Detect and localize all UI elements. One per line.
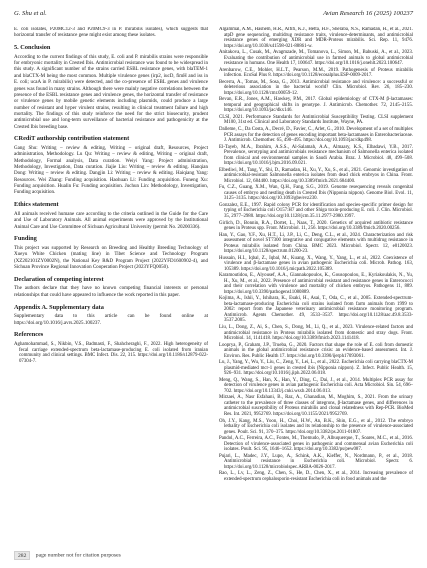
reference-entry: Bevan, E.R., Jones, A.M., Hawkey, P.M., 2017. Global epidemiology of CTX-M β-lactamases: temporal and geographical shifts in genotype. J. Antimicrob. Chemother. 72, 2145–2155. https://doi.org/10.1093/jac/dkx146. — [219, 97, 413, 114]
declaration-paragraph: The authors declare that they have no known competing financial interests or personal relationships that could have appeared to influence the work reported in this paper. — [14, 286, 208, 298]
intro-paragraph: E. coli isolates, P20MC12-3 and P20MC9-3 in P. mirabilis isolates), which suggests that horizontal transfer of resistance gene might exist among these isolates. — [14, 27, 208, 39]
funding-heading: Funding — [14, 235, 37, 243]
reference-entry: Dalleme, C., Da Costa, A., Decré, D., Favier, C., Arlet, G., 2010. Development of a set of multiplex PCR assays for the detection of genes encoding important beta-lactamases in Enterobacteriaceae. J. Antimicrob. Chemother. 65, 490–495. https://doi.org/10.1093/jac/dkp498. — [219, 127, 413, 144]
citation-note: page number not for citation purposes — [35, 552, 121, 559]
reference-entry: Looprya, P., Graham, J.P., Trueba, G., 2020. Factors that shape the role of E. coli from domestic animals in the global antimicrobial resistance crisis: an evidence-based assessment. Int. J. Environ. Res. Public Health 17. https://doi.org/10.3390/ijerph17093061. — [219, 342, 413, 359]
credit-paragraph: Gang Shu: Writing – review & editing, Writing – original draft, Resources, Project administration, Methodology. Lu Qu: Writing – review & editing, Writing – original draft, Methodology, Formal analysis, Data curation. Weiyi Yang: Project administration, Methodology, Investigation, Data curation. Jiajie Liu: Writing – review & editing. Hanqian Dong: Writing – review & editing. Dangjin Li: Writing – review & editing. Haiqiang Yang: Resources. Wei Zhang: Funding acquisition. Haohuan Li: Funding acquisition. Funeng Xu: Funding acquisition. Hualin Fu: Funding acquisition. Juchun Lin: Methodology, Investigation, Funding acquisition. — [14, 146, 208, 196]
reference-entry: Oh, J.Y., Kang, M.S., Yoon, H., Choi, H.W., An, B.K., Shin, E.G., et al., 2012. The embryo lethality of Escherichia coli isolates and its relationship to the presence of virulence-associated genes. Poult. Sci. 91, 370–375. https://doi.org/10.3382/ps.2011-01807. — [219, 418, 413, 435]
journal-citation: Avian Research 16 (2025) 100237 — [323, 10, 413, 17]
reference-entry: Aghamohammad, S., Nikbin, V.S., Badmasti, F., Shahcheraghi, F., 2022. High heterogeneity of fecal carriage extended-spectrum beta-lactamase-producing E. coli isolated from iranian community and clinical settings. BMC Infect. Dis. 22, 315. https://doi.org/10.1186/s12879-022-07304-7. — [14, 342, 208, 364]
conclusion-paragraph: According to the current findings of this study, E. coli and P. mirabilis strains were responsible for embryonic mortality in Crested Ibis. Antimicrobial resistance was found to be widespread in this study. A significant number of the strains carried ESBL resistance genes, with blaTEM-1 and blaCTX-M being the most common. Multiple virulence genes (irp2, iucD, fimH and iss in E. coli; ucaA in P. mirabilis) were detected, and the co-presence of ESBL genes and virulence genes was found in many strains. Although there were mainly negative correlations between the presence of the ESBL resistance genes and virulence genes, the horizontal transfer of resistance or virulence genes by mobile genetic elements including plasmids, could produce a large number of resistant and hyper virulent strains, resulting in clinical treatment failure and high mortality. The findings of this study reinforce the need for the strict biosecurity, prudent antimicrobial use and long-term surveillance of bacterial resistance and pathogenicity at the Crested Ibis breeding base. — [14, 54, 208, 130]
reference-entry: Lu, J., Yang, Y., Wu, Y., Liu, C., Zeng, Y., Lei, L., et al., 2022. Escherichia coli carrying blaCTX-M plasmid-mediated mcr-1 genes in crested ibis (Nipponia nippon). Z. Infect. Public Health. 15, 926–931. https://doi.org/10.1016/j.jiph.2022.06.018. — [219, 360, 413, 377]
reference-entry: Mirzaei, A., Nasr Esfahani, B., Raz, A., Ghanadian, M., Moghim, S., 2021. From the urinary catheter to the prevalence of three classes of integrons, β-lactamase genes, and differences in antimicrobial susceptibility of Proteus mirabilis and clonal relatedness with Rep-PCR. BioMed Res. Int. 2021, 9952769. https://doi.org/10.1155/2021/9952769. — [219, 395, 413, 417]
appendix-paragraph: Supplementary data to this article can be found online at https://doi.org/10.1016/j.avrs.2025.100237. — [14, 314, 208, 326]
reference-entry: Pujari, L., Madec, J.Y., Lupo, A., Schink, A.K., Kieffer, N., Nordmann, P., et al., 2018. Antimicrobial resistance in Escherichia coli. Microbiol. Spectr. 6. https://doi.org/10.1128/microbiolspec.ARBA-0026-2017. — [219, 453, 413, 470]
reference-entry: El-Tayeb, M.A., Ibrahim, A.S.S., Al-Salamah, A.A., Almaary, K.S., Elbadawi, Y.B., 2017. Prevalence, serotyping and antimicrobials resistance mechanism of Salmonella enterica isolated from clinical and environmental samples in Saudi Arabia. Braz. J. Microbiol. 48, 499–508. https://doi.org/10.1016/j.bjm.2016.09.021. — [219, 144, 413, 167]
reference-entry: Fu, C.Z., Guang, X.M., Wan, Q.H., Fang, S.G., 2019. Genome resequencing reveals congenital causes of embryo and nestling death in Crested Ibis (Nipponia nippon). Genome Biol. Evol. 11, 3125–3135. https://doi.org/10.1093/gbe/evz230. — [219, 185, 413, 202]
reference-entry: Karamoutidou, E., Alyousef, A.A., Giannakopoulos, K., Gousopoulou, E., Kyriakoulakis, N., Yu, H., Xu, M., et al., 2022. Presence of antimicrobial resistant and resistance genes in Enterococci and their correlation with virulence and mortality of chicken embryos. Pathogens 11, 889. https://doi.org/10.3390/pathogens11080889. — [219, 273, 413, 295]
reference-entry: Rao, L., Lv, L., Zeng, Z., Chen, S., He, D., Chen, X., et al., 2014. Increasing prevalence of extended-spectrum cephalosporin-resistant Escherichia coli in food animals and the — [219, 471, 413, 482]
reference-entry: Algammal, A.M., Hashem, H.R., Alfifi, K.J., Hetta, H.F., Sheraba, N.S., Ramadan, H., et al., 2021. atpD gene sequencing, multidrug resistance traits, virulence-determinants, and antimicrobial resistance genes of emerging XDR and MDR-Proteus mirabilis. Sci. Rep. 11, 9476. https://doi.org/10.1038/s41598-021-88861-w. — [219, 27, 413, 49]
reference-entry: CLSI, 2021. Performance Standards for Antimicrobial Susceptibility Testing. CLSI supplement M100, 31st ed. Clinical and Laboratory Standards Institute, Wayne, PA. — [219, 114, 413, 126]
reference-entry: Anitakova, L., Cusak, M., Avagmzade, M., Tomanova, L., Simon, M., Babuski, A., et al., 2023. Evaluating the contribution of antimicrobial use in farmed animals to global antimicrobial resistance in humans. One Health 17, 100647. https://doi.org/10.1016/j.onehlt.2023.100647. — [219, 50, 413, 67]
ethics-heading: Ethics statement — [14, 201, 59, 209]
page-footer — [14, 551, 121, 561]
reference-entry: Meng, Q., Wang, S., Han, X., Han, Y., Ding, C., Dai, J., et al., 2014. Multiplex PCR assay for detection of virulence genes in avian pathogenic Escherichia coli. Acta Microbiol. Sin. 54, 696–702. https://doi.org/10.13343/j.cnki.wsxb.2014.06.013. — [219, 377, 413, 394]
reference-entry: Arenbarow, C.E., Mohler, H.L.T., Pearson, M.M., 2019. Pathogenesis of Proteus mirabilis infection. EcoSal Plus 8. https://doi.org/10.1128/ecosalplus.ESP-0009-2017. — [219, 67, 413, 79]
credit-heading: CRediT authorship contribution statement — [14, 135, 130, 143]
reference-entry: Girlich, D., Bonnin, R.A., Dortet, L., Naas, T., 2020. Genetics of acquired antibiotic resistance genes in Proteus spp. Front. Microbiol. 11, 256. https://doi.org/10.3389/fmicb.2020.00256. — [219, 220, 413, 232]
appendix-heading: Appendix A. Supplementary data — [14, 303, 104, 311]
references-heading: References — [14, 331, 44, 339]
funding-paragraph: This project was supported by Research on Breeding and Healthy Breeding Technology of Xueyu White Chicken (mating line) in Tibet Science and Technology Program (XZ202101ZY0002N), the National Key R&D Program Project (2022YFD1600902-4), and Sichuan Province Regional Innovation Cooperation Project (2023YFQ0050). — [14, 245, 208, 270]
reference-entry: Han, Y., Gao, Y.F., Xu, H.T., Li, J.P., Li, C., Deng, C.L., et al., 2024. Characterization and risk assessment of novel ST7300 integrative and conjugative elements with multidrug resistance in Proteus mirabilis isolated from China. BMC 2023. Microbiol. Spectr. 12, e0120023. https://doi.org/10.1128/spectrum.01200-23. — [219, 232, 413, 255]
right-column — [219, 27, 413, 547]
page-number: 282 — [14, 551, 30, 560]
declaration-heading: Declaration of competing interest — [14, 275, 104, 283]
ethics-paragraph: All animals received humane care according to the criteria outlined in the Guide for the Care and Use of Laboratory Animals. All animal experiments were approved by the Institutional Animal Care and Use Committee of Sichuan Agricultural University (permit No. 20200336). — [14, 211, 208, 230]
reference-entry: Elbediwi, M., Tang, Y., Shi, D., Ramadan, H., Xu, Y., Xu, S., et al., 2021. Genomic investigation of antimicrobial-resistant Salmonella enterica isolates from dead chick embryos in China. Front. Microbiol. 12, 684400. https://doi.org/10.3389/fmicb.2021.684400. — [219, 167, 413, 184]
left-column — [14, 27, 208, 547]
reference-entry: Gonzalez, E.E., 1997. Rapid colony PCR for identification and species-specific primer design for typing of Escherichia coli O157:H7 and other Shiga toxin-producing E. coli. J. Clin. Microbiol. 35, 2977–2980. https://doi.org/10.1128/jcm.35.11.2977-2980.1997. — [219, 202, 413, 219]
running-author: G. Shu et al. — [14, 10, 47, 17]
reference-entry: Kojima, A., Ishii, Y., Ishihara, K., Esaki, H., Asai, T., Oda, C., et al., 2005. Extended-spectrum-beta-lactamase-producing Escherichia coli strains isolated from farm animals from 1999 to 2002: report from the Japanese veterinary antimicrobial resistance monitoring program. Antimicrob. Agents Chemother. 49, 3533–3537. https://doi.org/10.1128/aac.49.8.3533-3537.2005. — [219, 296, 413, 324]
reference-entry: Hussain, H.I., Iqbal, Z., Iqbal, M., Kuang, X., Wang, Y., Yang, L., et al., 2022. Coexistence of virulence and β-lactamase genes in avian pathogenic Escherichia coli. Microb. Pathog. 163, 105389. https://doi.org/10.1016/j.micpath.2022.105389. — [219, 255, 413, 272]
reference-entry: Pandol, A.C., Ferreira, A.C., Fontes, M., Themudo, P., Albuquerque, T., Soares, M.C., et al., 2016. Detection of virulence-associated genes in pathogenic and commensal avian Escherichia coli isolates. Poult. Sci. 95, 1646–1652. https://doi.org/10.3382/ps/pew087. — [219, 436, 413, 453]
reference-entry: Becerra, A., Tomas, M., Sosa, G., 2013. Antimicrobial resistance and virulence: a successful or deleterious association in the bacterial world? Clin. Microbiol. Rev. 26, 185–230. https://doi.org/10.1128/cmr.00059-12. — [219, 79, 413, 96]
page-header — [14, 10, 413, 22]
conclusion-heading: 5. Conclusion — [14, 44, 51, 52]
reference-entry: Liu, L., Dong, Z., Ai, S., Chen, S., Dong, M., Li, Q., et al., 2023. Virulence-related factors and antimicrobial resistance in Proteus mirabilis isolated from domestic and stray dogs. Front. Microbiol. 14, 1141418. https://doi.org/10.3389/fmicb.2023.1141418. — [219, 325, 413, 342]
